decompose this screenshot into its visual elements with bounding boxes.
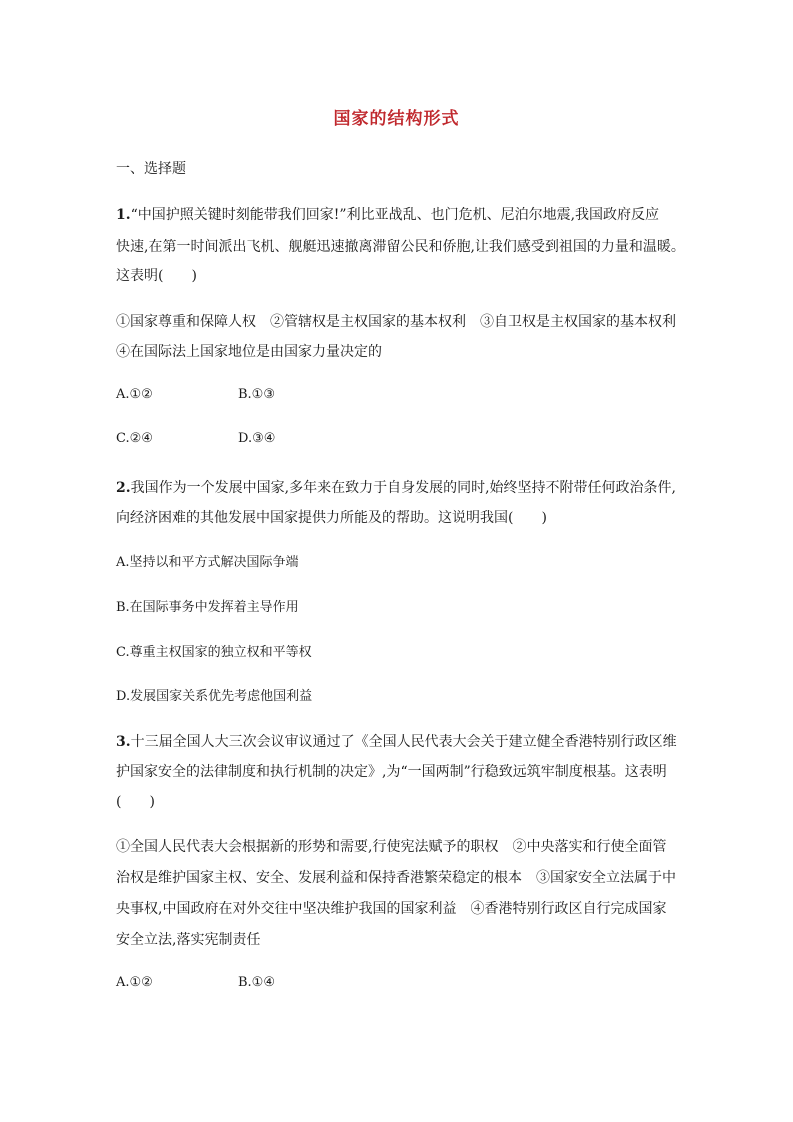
q1-line-2: 快速,在第一时间派出飞机、舰艇迅速撤离滞留公民和侨胞,让我们感受到祖国的力量和温暖。 bbox=[116, 239, 685, 255]
page-title: 国家的结构形式 bbox=[333, 109, 460, 129]
q3-statement-4: 安全立法,落实宪制责任 bbox=[116, 932, 261, 948]
q1-option-b: B.①③ bbox=[238, 387, 275, 402]
q2-option-a: A.坚持以和平方式解决国际争端 bbox=[116, 555, 299, 570]
q3-statement-1: ①全国人民代表大会根据新的形势和需要,行使宪法赋予的职权 ②中央落实和行使全面管 bbox=[116, 839, 667, 855]
q1-line-1: 1.“中国护照关键时刻能带我们回家!”利比亚战乱、也门危机、尼泊尔地震,我国政府反应 bbox=[116, 207, 660, 223]
q1-statement-1: ①国家尊重和保障人权 ②管辖权是主权国家的基本权利 ③自卫权是主权国家的基本权利 bbox=[116, 314, 676, 330]
q1-line-3: 这表明( ) bbox=[116, 268, 197, 284]
q2-line-2: 向经济困难的其他发展中国家提供力所能及的帮助。这说明我国( ) bbox=[116, 510, 547, 526]
q1-option-a: A.①② bbox=[116, 387, 153, 402]
q3-statement-2: 治权是维护国家主权、安全、发展利益和保持香港繁荣稳定的根本 ③国家安全立法属于中 bbox=[116, 870, 676, 886]
q3-option-b: B.①④ bbox=[238, 975, 275, 990]
q3-line-2: 护国家安全的法律制度和执行机制的决定》,为“一国两制”行稳致远筑牢制度根基。这表明 bbox=[116, 764, 667, 780]
q2-option-c: C.尊重主权国家的独立权和平等权 bbox=[116, 645, 312, 660]
q3-option-a: A.①② bbox=[116, 975, 153, 990]
q1-number: 1. bbox=[116, 207, 131, 223]
q3-line-3: ( ) bbox=[116, 794, 155, 810]
q2-option-d: D.发展国家关系优先考虑他国利益 bbox=[116, 689, 313, 704]
q2-line-1: 2.我国作为一个发展中国家,多年来在致力于自身发展的同时,始终坚持不附带任何政治条件, bbox=[116, 480, 676, 496]
q3-statement-3: 央事权,中国政府在对外交往中坚决维护我国的国家利益 ④香港特别行政区自行完成国家 bbox=[116, 901, 667, 917]
q3-number: 3. bbox=[116, 734, 131, 750]
q2-option-b: B.在国际事务中发挥着主导作用 bbox=[116, 600, 299, 615]
section-heading: 一、选择题 bbox=[116, 161, 186, 177]
q1-option-d: D.③④ bbox=[238, 431, 276, 446]
q1-option-c: C.②④ bbox=[116, 431, 153, 446]
q1-statement-2: ④在国际法上国家地位是由国家力量决定的 bbox=[116, 344, 382, 360]
q2-number: 2. bbox=[116, 480, 131, 496]
q3-line-1: 3.十三届全国人大三次会议审议通过了《全国人民代表大会关于建立健全香港特别行政区维 bbox=[116, 734, 677, 750]
